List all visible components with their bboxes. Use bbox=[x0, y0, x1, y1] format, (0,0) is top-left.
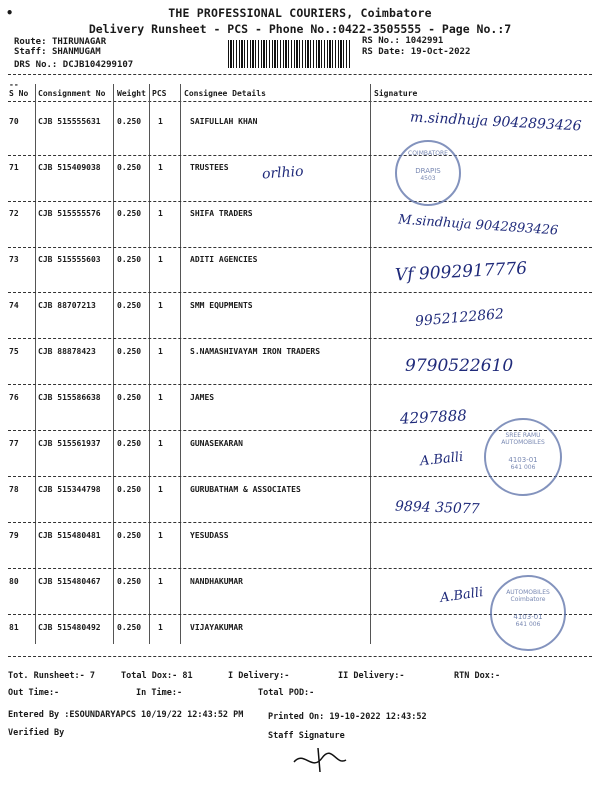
verified-by: Verified By bbox=[8, 728, 65, 738]
rs-no-value: 1042991 bbox=[405, 36, 444, 46]
signature-stroke bbox=[318, 748, 320, 772]
signature-stroke bbox=[294, 753, 346, 763]
in-time: In Time:- bbox=[136, 688, 183, 698]
cell-consignment: CJB 515409038 bbox=[38, 163, 101, 172]
handwritten-signature: 9952122862 bbox=[414, 306, 505, 330]
stamp-text-top: COIMBATORE bbox=[408, 150, 448, 157]
row-divider bbox=[8, 247, 592, 248]
col-signature: Signature bbox=[374, 89, 418, 98]
cell-sno: 75 bbox=[9, 347, 19, 356]
cell-sno: 76 bbox=[9, 393, 19, 402]
cell-weight: 0.250 bbox=[117, 301, 142, 310]
cell-consignee: SMM EQUPMENTS bbox=[190, 301, 253, 310]
rs-date-line bbox=[362, 47, 470, 57]
cell-pcs: 1 bbox=[158, 393, 163, 402]
cell-weight: 0.250 bbox=[117, 439, 142, 448]
cell-consignee: SHIFA TRADERS bbox=[190, 209, 253, 218]
cell-sno: 74 bbox=[9, 301, 19, 310]
row-divider bbox=[8, 338, 592, 339]
cell-consignment: CJB 515555631 bbox=[38, 117, 101, 126]
col-sno: S No bbox=[9, 89, 29, 98]
handwritten-signature: orlhio bbox=[261, 163, 305, 183]
cell-weight: 0.250 bbox=[117, 163, 142, 172]
cell-weight: 0.250 bbox=[117, 209, 142, 218]
cell-consignment: CJB 515480481 bbox=[38, 531, 101, 540]
company-stamp bbox=[490, 575, 566, 651]
total-dox: Total Dox:- 81 bbox=[121, 671, 193, 681]
row-divider bbox=[8, 201, 592, 202]
cell-pcs: 1 bbox=[158, 531, 163, 540]
cell-pcs: 1 bbox=[158, 163, 163, 172]
cell-consignment: CJB 515480492 bbox=[38, 623, 101, 632]
cell-consignee: ADITI AGENCIES bbox=[190, 255, 258, 264]
cell-consignee: VIJAYAKUMAR bbox=[190, 623, 243, 632]
cell-pcs: 1 bbox=[158, 485, 163, 494]
stamp-text-mid: DRAPIS bbox=[415, 167, 441, 175]
row-divider bbox=[8, 522, 592, 523]
col-weight: Weight bbox=[117, 89, 146, 98]
route-label: Route: bbox=[14, 37, 47, 47]
printed-on: Printed On: 19-10-2022 12:43:52 bbox=[268, 712, 427, 722]
col-pcs: PCS bbox=[152, 89, 167, 98]
second-delivery: II Delivery:- bbox=[338, 671, 405, 681]
table-row bbox=[0, 531, 600, 577]
handwritten-signature: m.sindhuja 9042893426 bbox=[409, 109, 582, 135]
cell-pcs: 1 bbox=[158, 209, 163, 218]
cell-pcs: 1 bbox=[158, 255, 163, 264]
cell-consignment: CJB 515555603 bbox=[38, 255, 101, 264]
cell-weight: 0.250 bbox=[117, 623, 142, 632]
rs-no-label: RS No.: bbox=[362, 36, 400, 46]
cell-consignment: CJB 515480467 bbox=[38, 577, 101, 586]
cell-consignment: CJB 515586638 bbox=[38, 393, 101, 402]
staff-signature-scribble bbox=[290, 744, 350, 774]
cell-pcs: 1 bbox=[158, 439, 163, 448]
stamp-text-mid: 4103-01 bbox=[513, 613, 543, 621]
cell-consignment: CJB 88707213 bbox=[38, 301, 96, 310]
row-divider bbox=[8, 384, 592, 385]
col-consignment: Consignment No bbox=[38, 89, 106, 98]
cell-sno: 72 bbox=[9, 209, 19, 218]
rs-date-label: RS Date: bbox=[362, 47, 406, 57]
drs-line bbox=[14, 60, 133, 70]
handwritten-signature: Vf 9092917776 bbox=[394, 258, 528, 286]
stamp-text-mid: 4103-01 bbox=[508, 456, 538, 464]
cell-weight: 0.250 bbox=[117, 347, 142, 356]
route-line bbox=[14, 37, 106, 47]
handwritten-signature: 9790522610 bbox=[405, 356, 514, 376]
stamp-text-bottom: 641 006 bbox=[515, 621, 541, 628]
cell-sno: 78 bbox=[9, 485, 19, 494]
row-divider bbox=[8, 292, 592, 293]
cell-sno: 73 bbox=[9, 255, 19, 264]
cell-consignee: YESUDASS bbox=[190, 531, 229, 540]
page-subtitle: Delivery Runsheet - PCS - Phone No.:0422-3505555 - Page No.:7 bbox=[88, 22, 512, 36]
cell-consignment: CJB 515344798 bbox=[38, 485, 101, 494]
rs-date-value: 19-Oct-2022 bbox=[410, 47, 471, 57]
cell-consignee: GUNASEKARAN bbox=[190, 439, 243, 448]
cell-pcs: 1 bbox=[158, 347, 163, 356]
col-consignee: Consignee Details bbox=[184, 89, 266, 98]
cell-weight: 0.250 bbox=[117, 531, 142, 540]
table-bottom-divider bbox=[8, 656, 592, 657]
cell-weight: 0.250 bbox=[117, 393, 142, 402]
route-value: THIRUNAGAR bbox=[51, 37, 107, 47]
handwritten-signature: M.sindhuja 9042893426 bbox=[397, 212, 559, 239]
company-stamp bbox=[484, 418, 562, 496]
cell-consignment: CJB 515561937 bbox=[38, 439, 101, 448]
header-divider bbox=[8, 74, 592, 75]
cell-consignee: SAIFULLAH KHAN bbox=[190, 117, 258, 126]
cell-weight: 0.250 bbox=[117, 117, 142, 126]
total-runsheet: Tot. Runsheet:- 7 bbox=[8, 671, 95, 681]
row-divider bbox=[8, 568, 592, 569]
handwritten-signature: 4297888 bbox=[399, 406, 468, 428]
rs-no-line bbox=[362, 36, 443, 46]
handwritten-signature: A.Balli bbox=[439, 585, 485, 606]
first-delivery: I Delivery:- bbox=[228, 671, 290, 681]
stamp-text-top: AUTOMOBILES Coimbatore bbox=[506, 589, 550, 603]
cell-pcs: 1 bbox=[158, 577, 163, 586]
cell-weight: 0.250 bbox=[117, 577, 142, 586]
cell-pcs: 1 bbox=[158, 117, 163, 126]
cell-pcs: 1 bbox=[158, 623, 163, 632]
handwritten-signature: A.Balli bbox=[419, 449, 464, 470]
drs-label: DRS No.: bbox=[14, 60, 58, 70]
staff-line bbox=[14, 47, 101, 57]
table-row bbox=[0, 301, 600, 347]
column-header-divider bbox=[8, 101, 592, 102]
cell-consignee: TRUSTEES bbox=[190, 163, 229, 172]
cell-consignee: S.NAMASHIVAYAM IRON TRADERS bbox=[190, 347, 321, 356]
cell-weight: 0.250 bbox=[117, 485, 142, 494]
cell-sno: 81 bbox=[9, 623, 19, 632]
cell-sno: 80 bbox=[9, 577, 19, 586]
stamp-text-bottom: 641 006 bbox=[510, 464, 536, 471]
staff-signature-label: Staff Signature bbox=[268, 731, 345, 741]
company-stamp bbox=[395, 140, 461, 206]
barcode-image bbox=[228, 40, 350, 68]
cell-consignment: CJB 515555576 bbox=[38, 209, 101, 218]
cell-pcs: 1 bbox=[158, 301, 163, 310]
corner-dot: • bbox=[6, 6, 14, 20]
cell-sno: 79 bbox=[9, 531, 19, 540]
drs-value: DCJB104299107 bbox=[62, 60, 134, 70]
staff-value: SHANMUGAM bbox=[51, 47, 101, 57]
cell-consignee: NANDHAKUMAR bbox=[190, 577, 243, 586]
total-pod: Total POD:- bbox=[258, 688, 315, 698]
out-time: Out Time:- bbox=[8, 688, 60, 698]
stamp-text-top: SREE RAMU AUTOMOBILES bbox=[501, 432, 545, 446]
page-title: THE PROFESSIONAL COURIERS, Coimbatore bbox=[168, 6, 432, 20]
row-divider bbox=[8, 155, 592, 156]
staff-label: Staff: bbox=[14, 47, 47, 57]
cell-consignee: GURUBATHAM & ASSOCIATES bbox=[190, 485, 301, 494]
cell-consignee: JAMES bbox=[190, 393, 215, 402]
cell-sno: 71 bbox=[9, 163, 19, 172]
cell-sno: 70 bbox=[9, 117, 19, 126]
cell-weight: 0.250 bbox=[117, 255, 142, 264]
stamp-text-bottom: 4503 bbox=[420, 175, 436, 182]
handwritten-signature: 9894 35077 bbox=[394, 498, 480, 518]
cell-consignment: CJB 88878423 bbox=[38, 347, 96, 356]
entered-by: Entered By :ESOUNDARYAPCS 10/19/22 12:43:52 PM bbox=[8, 710, 244, 720]
cell-sno: 77 bbox=[9, 439, 19, 448]
dash-mark: -- bbox=[9, 80, 19, 89]
return-dox: RTN Dox:- bbox=[454, 671, 501, 681]
